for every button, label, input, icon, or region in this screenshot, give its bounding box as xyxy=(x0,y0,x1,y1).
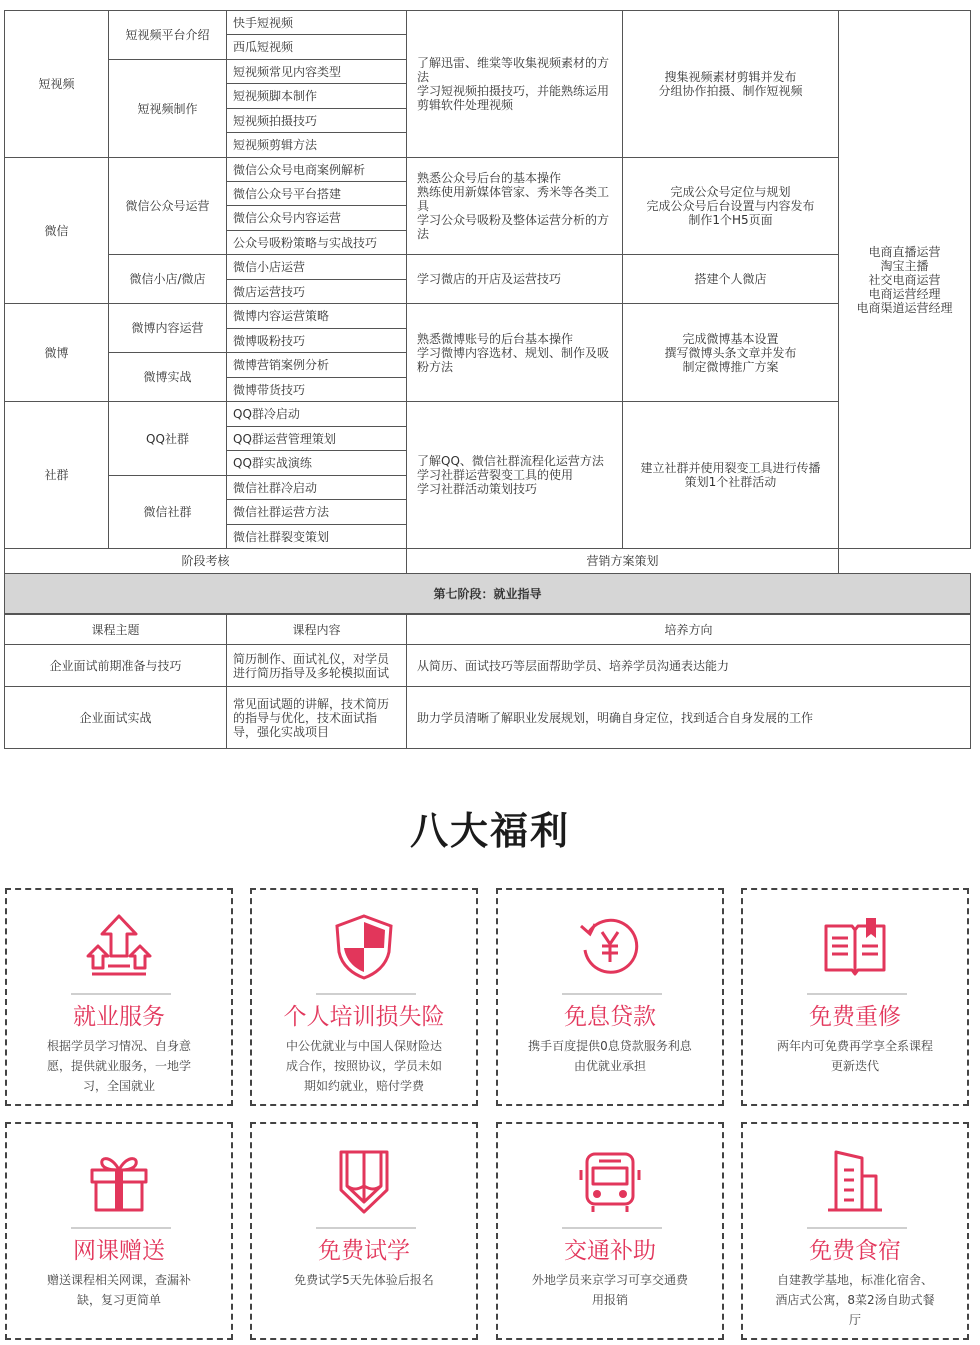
project-line: 搭建个人微店 xyxy=(694,272,767,286)
subcategory-cell: 微信公众号运营 xyxy=(109,158,227,255)
topic-cell: 短视频拍摄技巧 xyxy=(227,109,407,133)
curriculum-table xyxy=(4,10,970,749)
goal-line: 熟练使用新媒体管家、秀米等各类工具 xyxy=(417,185,610,213)
goal-line: 学习短视频拍摄技巧，并能熟练运用剪辑软件处理视频 xyxy=(417,84,610,112)
divider xyxy=(562,1227,662,1229)
subcategory-cell: 短视频平台介绍 xyxy=(109,11,227,60)
benefit-card xyxy=(5,888,233,1106)
benefit-title: 免费食宿 xyxy=(809,1238,901,1264)
goal-line: 学习微店的开店及运营技巧 xyxy=(417,272,562,286)
topic-cell: 短视频常见内容类型 xyxy=(227,60,407,84)
goal-cell xyxy=(407,255,623,304)
goal-cell xyxy=(407,158,623,255)
stage-direction: 从简历、面试技巧等层面帮助学员、培养学员沟通表达能力 xyxy=(407,645,971,687)
benefit-card xyxy=(5,1122,233,1340)
book-icon xyxy=(820,912,890,982)
goal-cell xyxy=(407,402,623,549)
assessment-label: 阶段考核 xyxy=(5,549,407,574)
benefit-title: 免费重修 xyxy=(809,1004,901,1030)
yen-refresh-icon xyxy=(575,912,645,982)
topic-cell: 微信社群冷启动 xyxy=(227,476,407,500)
table-row xyxy=(5,687,971,749)
project-cell xyxy=(623,402,839,549)
benefit-card xyxy=(741,888,969,1106)
project-cell xyxy=(623,304,839,402)
project-line: 制定微博推广方案 xyxy=(682,359,779,374)
sound-wave-right-icon xyxy=(592,760,702,870)
goal-line: 熟悉微博账号的后台基本操作 xyxy=(417,331,574,346)
divider xyxy=(807,1227,907,1229)
project-line: 完成公众号定位与规划 xyxy=(670,185,791,199)
benefit-title: 网课赠送 xyxy=(73,1238,165,1264)
goal-line: 学习社群运营裂变工具的使用 xyxy=(417,468,574,482)
category-cell: 微信 xyxy=(5,158,109,304)
divider xyxy=(71,993,171,995)
benefit-desc: 自建教学基地，标准化宿舍、酒店式公寓，8菜2汤自助式餐厅 xyxy=(775,1273,935,1327)
project-line: 分组协作拍摄、制作短视频 xyxy=(658,84,803,98)
subcategory-cell: 微信社群 xyxy=(109,476,227,549)
benefit-title: 免费试学 xyxy=(318,1238,410,1264)
goal-cell xyxy=(407,11,623,158)
benefit-card xyxy=(741,1122,969,1340)
stage-content: 简历制作、面试礼仪，对学员进行简历指导及多轮模拟面试 xyxy=(227,645,407,687)
subcategory-cell: QQ社群 xyxy=(109,402,227,476)
stage-topic: 企业面试前期准备与技巧 xyxy=(5,645,227,687)
topic-cell: 微信公众号电商案例解析 xyxy=(227,158,407,182)
benefit-title: 个人培训损失险 xyxy=(283,1004,445,1030)
benefit-desc: 中公优就业与中国人保财险达成合作，按照协议，学员未如期如约就业，赔付学费 xyxy=(285,1039,442,1093)
benefits-banner xyxy=(0,760,980,880)
subcategory-cell: 微博实战 xyxy=(109,353,227,402)
project-cell xyxy=(623,158,839,255)
divider xyxy=(562,993,662,995)
divider xyxy=(316,993,416,995)
column-header: 培养方向 xyxy=(407,615,971,645)
benefit-card xyxy=(496,1122,724,1340)
divider xyxy=(71,1227,171,1229)
topic-cell: 微博营销案例分析 xyxy=(227,353,407,378)
goal-line: 学习公众号吸粉及整体运营分析的方法 xyxy=(417,213,610,241)
goal-line: 学习社群活动策划技巧 xyxy=(417,482,538,496)
goal-line: 了解QQ、微信社群流程化运营方法 xyxy=(417,454,604,468)
benefit-card xyxy=(496,888,724,1106)
topic-cell: QQ群冷启动 xyxy=(227,402,407,427)
benefit-desc: 携手百度提供0息贷款服务利息由优就业承担 xyxy=(528,1039,692,1073)
career-cell xyxy=(839,11,971,549)
topic-cell: 短视频剪辑方法 xyxy=(227,133,407,158)
benefit-title: 免息贷款 xyxy=(564,1004,656,1030)
upload-arrows-icon xyxy=(84,912,154,982)
subcategory-cell: 微信小店/微店 xyxy=(109,255,227,304)
topic-cell: 短视频脚本制作 xyxy=(227,84,407,109)
gift-icon xyxy=(84,1146,154,1216)
career-line: 电商直播运营 xyxy=(868,244,941,259)
stage-content: 常见面试题的讲解，技术简历的指导与优化，技术面试指导，强化实战项目 xyxy=(227,687,407,749)
goal-line: 熟悉公众号后台的基本操作 xyxy=(417,171,562,185)
topic-cell: QQ群运营管理策划 xyxy=(227,427,407,451)
subcategory-cell: 微博内容运营 xyxy=(109,304,227,353)
benefits-title: 八大福利 xyxy=(409,809,570,853)
benefit-card xyxy=(250,888,478,1106)
benefit-title: 交通补助 xyxy=(564,1238,656,1264)
topic-cell: 微博吸粉技巧 xyxy=(227,329,407,353)
benefit-card xyxy=(250,1122,478,1340)
topic-cell: 微博带货技巧 xyxy=(227,378,407,402)
benefit-desc: 两年内可免费再学享全系课程更新迭代 xyxy=(776,1039,933,1073)
topic-cell: 快手短视频 xyxy=(227,11,407,35)
divider xyxy=(807,993,907,995)
benefit-desc: 免费试学5天先体验后报名 xyxy=(294,1273,434,1287)
goal-line: 学习微博内容选材、规划、制作及吸粉方法 xyxy=(417,345,610,374)
topic-cell: QQ群实战演练 xyxy=(227,451,407,476)
topic-cell: 微信社群裂变策划 xyxy=(227,525,407,549)
subcategory-cell: 短视频制作 xyxy=(109,60,227,158)
project-line: 建立社群并使用裂变工具进行传播 xyxy=(640,461,821,475)
stage-topic: 企业面试实战 xyxy=(5,687,227,749)
project-cell xyxy=(623,11,839,158)
divider xyxy=(316,1227,416,1229)
career-line: 电商渠道运营经理 xyxy=(856,300,953,315)
column-header: 课程主题 xyxy=(5,615,227,645)
career-line: 淘宝主播 xyxy=(880,258,929,273)
career-line: 社交电商运营 xyxy=(868,272,941,287)
stage-direction: 助力学员清晰了解职业发展规划，明确自身定位，找到适合自身发展的工作 xyxy=(407,687,971,749)
column-header: 课程内容 xyxy=(227,615,407,645)
category-cell: 短视频 xyxy=(5,11,109,158)
topic-cell: 微信社群运营方法 xyxy=(227,500,407,525)
pencil-icon xyxy=(329,1146,399,1216)
project-line: 策划1个社群活动 xyxy=(684,475,777,489)
topic-cell: 微信公众号平台搭建 xyxy=(227,182,407,206)
category-cell: 微博 xyxy=(5,304,109,402)
topic-cell: 西瓜短视频 xyxy=(227,35,407,60)
project-line: 完成微博基本设置 xyxy=(682,331,779,346)
goal-line: 了解迅雷、维棠等收集视频素材的方法 xyxy=(417,56,610,84)
project-line: 撰写微博头条文章并发布 xyxy=(664,345,797,360)
benefit-desc: 根据学员学习情况、自身意愿，提供就业服务，一地学习，全国就业 xyxy=(46,1039,191,1093)
topic-cell: 微信小店运营 xyxy=(227,255,407,280)
topic-cell: 微信公众号内容运营 xyxy=(227,206,407,231)
benefit-desc: 外地学员来京学习可享交通费用报销 xyxy=(531,1273,688,1307)
bus-icon xyxy=(575,1146,645,1216)
assessment-value: 营销方案策划 xyxy=(407,549,839,574)
topic-cell: 微店运营技巧 xyxy=(227,280,407,304)
table-row xyxy=(5,645,971,687)
project-line: 完成公众号后台设置与内容发布 xyxy=(646,199,815,213)
project-cell xyxy=(623,255,839,304)
category-cell: 社群 xyxy=(5,402,109,549)
topic-cell: 微博内容运营策略 xyxy=(227,304,407,329)
benefit-title: 就业服务 xyxy=(73,1004,165,1030)
building-icon xyxy=(820,1146,890,1216)
topic-cell: 公众号吸粉策略与实战技巧 xyxy=(227,231,407,255)
stage-title: 第七阶段：就业指导 xyxy=(5,574,971,614)
project-line: 搜集视频素材剪辑并发布 xyxy=(664,70,797,84)
career-line: 电商运营经理 xyxy=(868,286,941,301)
benefit-desc: 赠送课程相关网课，查漏补缺，复习更简单 xyxy=(46,1273,191,1307)
shield-icon xyxy=(329,912,399,982)
goal-cell xyxy=(407,304,623,402)
project-line: 制作1个H5页面 xyxy=(688,213,773,227)
